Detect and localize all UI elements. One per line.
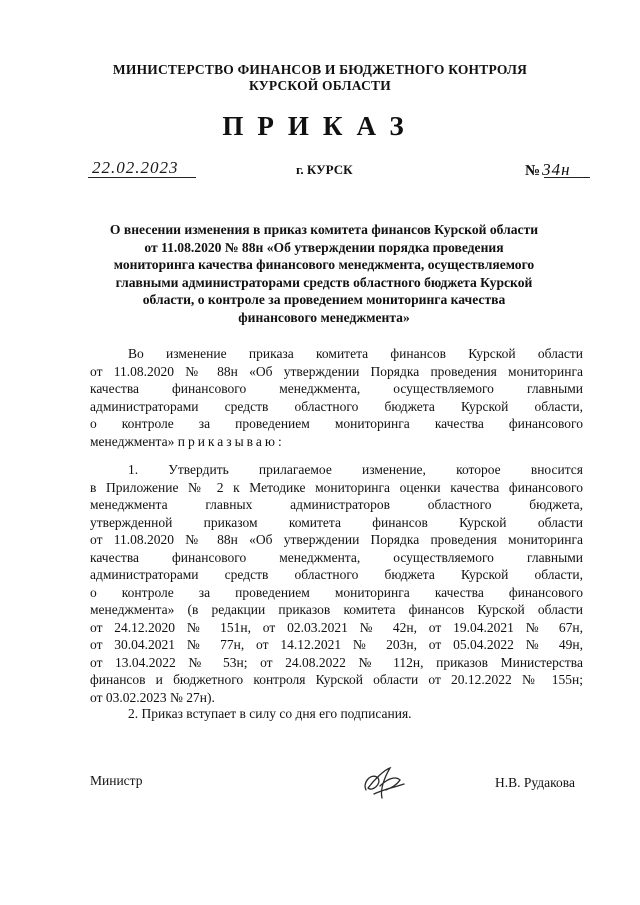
paragraph-line: администраторами средств областного бюджета Курской области, xyxy=(90,398,583,414)
signatory-name: Н.В. Рудакова xyxy=(495,775,575,790)
paragraph-line: от 11.08.2020 № 88н «Об утверждении Порядка проведения мониторинга xyxy=(90,363,583,379)
org-line-1: МИНИСТЕРСТВО ФИНАНСОВ И БЮДЖЕТНОГО КОНТРОЛЯ xyxy=(112,62,528,77)
paragraph-line: менеджмента» (в редакции приказов комитета финансов Курской области xyxy=(90,602,583,617)
paragraph-line xyxy=(90,433,583,451)
paragraph-line: в Приложение № 2 к Методике мониторинга оценки качества финансового xyxy=(90,479,583,495)
organization-header xyxy=(0,62,640,94)
paragraph-line: 1. Утвердить прилагаемое изменение, которое вносится xyxy=(128,462,583,477)
paragraph-line: о контроле за проведением мониторинга качества финансового xyxy=(90,584,583,600)
heading-line: О внесении изменения в приказ комитета финансов Курской области xyxy=(109,222,539,237)
paragraph-line: утвержденной приказом комитета финансов Курской области xyxy=(90,514,583,530)
heading-line: финансового менеджмента» xyxy=(238,309,410,325)
heading-line: мониторинга качества финансового менеджмента, осуществляемого xyxy=(113,257,535,272)
paragraph-line: качества финансового менеджмента, осуществляемого главными xyxy=(90,549,583,565)
signatory-position: Министр xyxy=(90,773,143,788)
document-city: г. КУРСК xyxy=(296,162,353,177)
number-sign: № xyxy=(525,163,541,179)
number-value: 34н xyxy=(542,160,571,179)
paragraph-line: от 24.12.2020 № 151н, от 02.03.2021 № 42н, от 19.04.2021 № 67н, xyxy=(90,619,583,635)
heading-line: области, о контроле за проведением мониторинга качества xyxy=(142,292,506,307)
paragraph-line: Во изменение приказа комитета финансов Курской области xyxy=(128,346,583,361)
paragraph-line: менеджмента главных администраторов областного бюджета, xyxy=(90,497,583,512)
document-date: 22.02.2023 xyxy=(92,158,179,177)
document-title: ПРИКАЗ xyxy=(222,111,418,141)
order-word: приказываю: xyxy=(177,433,285,449)
number-underline xyxy=(544,177,590,178)
paragraph-line: от 13.04.2022 № 53н; от 24.08.2022 № 112н, приказов Министерства xyxy=(90,654,583,670)
paragraph-line: от 11.08.2020 № 88н «Об утверждении Порядка проведения мониторинга xyxy=(90,532,583,547)
date-underline xyxy=(88,177,196,178)
heading-line: от 11.08.2020 № 88н «Об утверждении порядка проведения xyxy=(144,239,504,255)
handwritten-signature xyxy=(360,760,406,804)
paragraph-line: качества финансового менеджмента, осуществляемого главными xyxy=(90,381,583,396)
preamble-paragraph xyxy=(90,345,583,450)
order-heading xyxy=(80,221,568,326)
clause-2-paragraph: 2. Приказ вступает в силу со дня его подписания. xyxy=(128,706,412,721)
paragraph-line: администраторами средств областного бюджета Курской области, xyxy=(90,567,583,582)
paragraph-line: финансов и бюджетного контроля Курской области от 20.12.2022 № 155н; xyxy=(90,672,583,687)
paragraph-line: о контроле за проведением мониторинга качества финансового xyxy=(90,416,583,431)
heading-line: главными администраторами средств областного бюджета Курской xyxy=(115,274,533,290)
paragraph-line: от 03.02.2023 № 27н). xyxy=(90,689,215,705)
preamble-ending: менеджмента» xyxy=(90,433,175,449)
org-line-2: КУРСКОЙ ОБЛАСТИ xyxy=(249,78,391,93)
clause-1-paragraph xyxy=(90,461,583,706)
paragraph-line: от 30.04.2021 № 77н, от 14.12.2021 № 203н, от 05.04.2022 № 49н, xyxy=(90,637,583,652)
